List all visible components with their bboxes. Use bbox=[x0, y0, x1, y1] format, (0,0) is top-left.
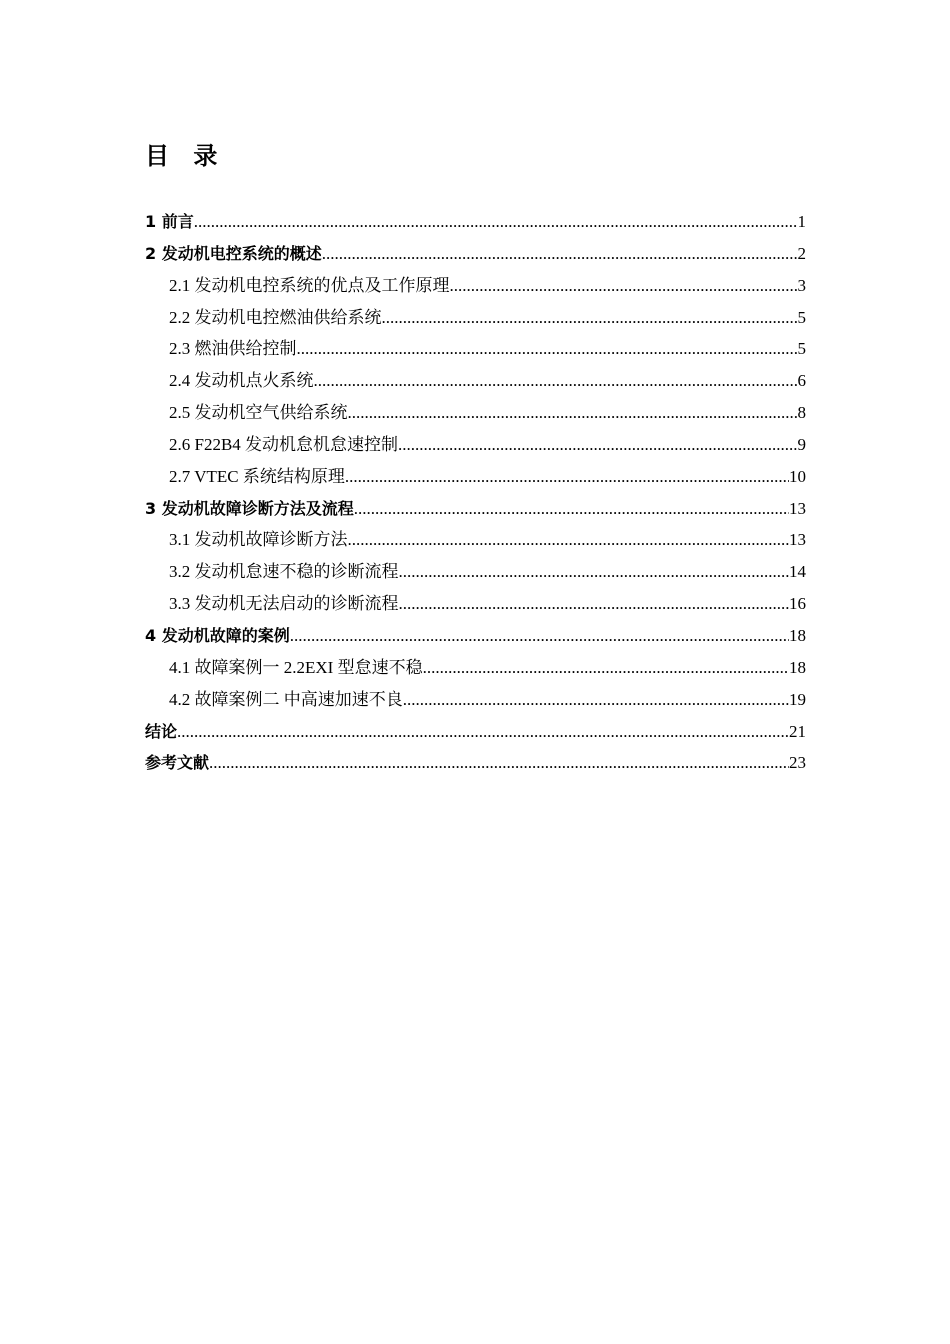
toc-entry-page: 13 bbox=[789, 530, 806, 550]
toc-entry[interactable] bbox=[145, 302, 806, 334]
toc-entry-label: 参考文献 bbox=[145, 753, 210, 773]
toc-entry-label: 2.3 燃油供给控制 bbox=[169, 339, 297, 359]
toc-leader-dots bbox=[209, 747, 789, 779]
toc-entry-label: 2.1 发动机电控系统的优点及工作原理 bbox=[169, 275, 450, 295]
toc-entry[interactable] bbox=[145, 588, 806, 620]
toc-entry[interactable] bbox=[145, 524, 806, 556]
toc-entry-label: 结论 bbox=[145, 721, 178, 741]
toc-leader-dots bbox=[398, 429, 797, 461]
toc-leader-dots bbox=[177, 716, 789, 748]
toc-leader-dots bbox=[290, 620, 789, 652]
toc-entry-label: 3.2 发动机怠速不稳的诊断流程 bbox=[169, 562, 399, 582]
toc-leader-dots bbox=[399, 588, 790, 620]
toc-entry-label: 2.6 F22B4 发动机怠机怠速控制 bbox=[169, 434, 399, 454]
toc-leader-dots bbox=[348, 524, 790, 556]
toc-entry-page: 5 bbox=[797, 307, 806, 327]
toc-entry-page: 19 bbox=[789, 689, 806, 709]
toc-leader-dots bbox=[194, 206, 798, 238]
toc-entry-page: 5 bbox=[797, 339, 806, 359]
toc-title: 目 录 bbox=[145, 142, 226, 170]
toc-entry[interactable] bbox=[145, 716, 806, 748]
toc-leader-dots bbox=[314, 365, 798, 397]
toc-entry[interactable] bbox=[145, 397, 806, 429]
toc-entry-label: 4.1 故障案例一 2.2EXI 型怠速不稳 bbox=[169, 657, 423, 677]
toc-entry-label: 2.7 VTEC 系统结构原理 bbox=[169, 466, 345, 486]
toc-entry-page: 2 bbox=[797, 243, 806, 263]
toc-leader-dots bbox=[354, 493, 789, 525]
toc-entry-page: 9 bbox=[797, 434, 806, 454]
toc-entry-page: 8 bbox=[797, 403, 806, 423]
toc-entry-page: 18 bbox=[789, 657, 806, 677]
toc-entry-label: 4.2 故障案例二 中高速加速不良 bbox=[169, 689, 403, 709]
toc-entry-label: 3.1 发动机故障诊断方法 bbox=[169, 530, 348, 550]
toc-entry[interactable] bbox=[145, 365, 806, 397]
toc-entry-page: 3 bbox=[797, 275, 806, 295]
toc-entry[interactable] bbox=[145, 493, 806, 525]
toc-entry[interactable] bbox=[145, 620, 806, 652]
toc-entry[interactable] bbox=[145, 270, 806, 302]
toc-entry-page: 6 bbox=[797, 371, 806, 391]
toc-entry-page: 16 bbox=[789, 594, 806, 614]
toc-entry[interactable] bbox=[145, 461, 806, 493]
toc-entry-label: 2.2 发动机电控燃油供给系统 bbox=[169, 307, 382, 327]
toc-entry-label: 3.3 发动机无法启动的诊断流程 bbox=[169, 594, 399, 614]
toc-entry[interactable] bbox=[145, 556, 806, 588]
toc-entry-label: 2.5 发动机空气供给系统 bbox=[169, 403, 348, 423]
toc-leader-dots bbox=[382, 302, 798, 334]
toc-entry[interactable] bbox=[145, 238, 806, 270]
toc-entry[interactable] bbox=[145, 652, 806, 684]
toc-entry-page: 1 bbox=[797, 212, 806, 231]
toc-entry[interactable] bbox=[145, 747, 806, 779]
toc-entry-page: 14 bbox=[789, 562, 806, 582]
toc-leader-dots bbox=[423, 652, 789, 684]
toc-entry-label: 3 发动机故障诊断方法及流程 bbox=[145, 498, 354, 518]
toc-leader-dots bbox=[399, 556, 790, 588]
toc-entry[interactable] bbox=[145, 429, 806, 461]
toc-leader-dots bbox=[322, 238, 798, 270]
toc-leader-dots bbox=[297, 333, 798, 365]
toc-leader-dots bbox=[345, 461, 789, 493]
toc-leader-dots bbox=[450, 270, 798, 302]
toc-entry-page: 21 bbox=[789, 721, 806, 741]
toc-entry[interactable] bbox=[145, 206, 806, 238]
toc-entry-page: 10 bbox=[789, 466, 806, 486]
toc-entry-label: 4 发动机故障的案例 bbox=[145, 625, 290, 645]
toc-entry-page: 13 bbox=[789, 498, 806, 518]
toc-entry-label: 2.4 发动机点火系统 bbox=[169, 371, 314, 391]
toc-leader-dots bbox=[348, 397, 798, 429]
table-of-contents bbox=[145, 206, 806, 779]
toc-entry[interactable] bbox=[145, 684, 806, 716]
toc-entry-label: 1 前言 bbox=[145, 212, 194, 231]
toc-entry-page: 18 bbox=[789, 625, 806, 645]
toc-leader-dots bbox=[403, 684, 789, 716]
toc-entry[interactable] bbox=[145, 333, 806, 365]
toc-entry-page: 23 bbox=[789, 753, 806, 773]
toc-entry-label: 2 发动机电控系统的概述 bbox=[145, 243, 322, 263]
